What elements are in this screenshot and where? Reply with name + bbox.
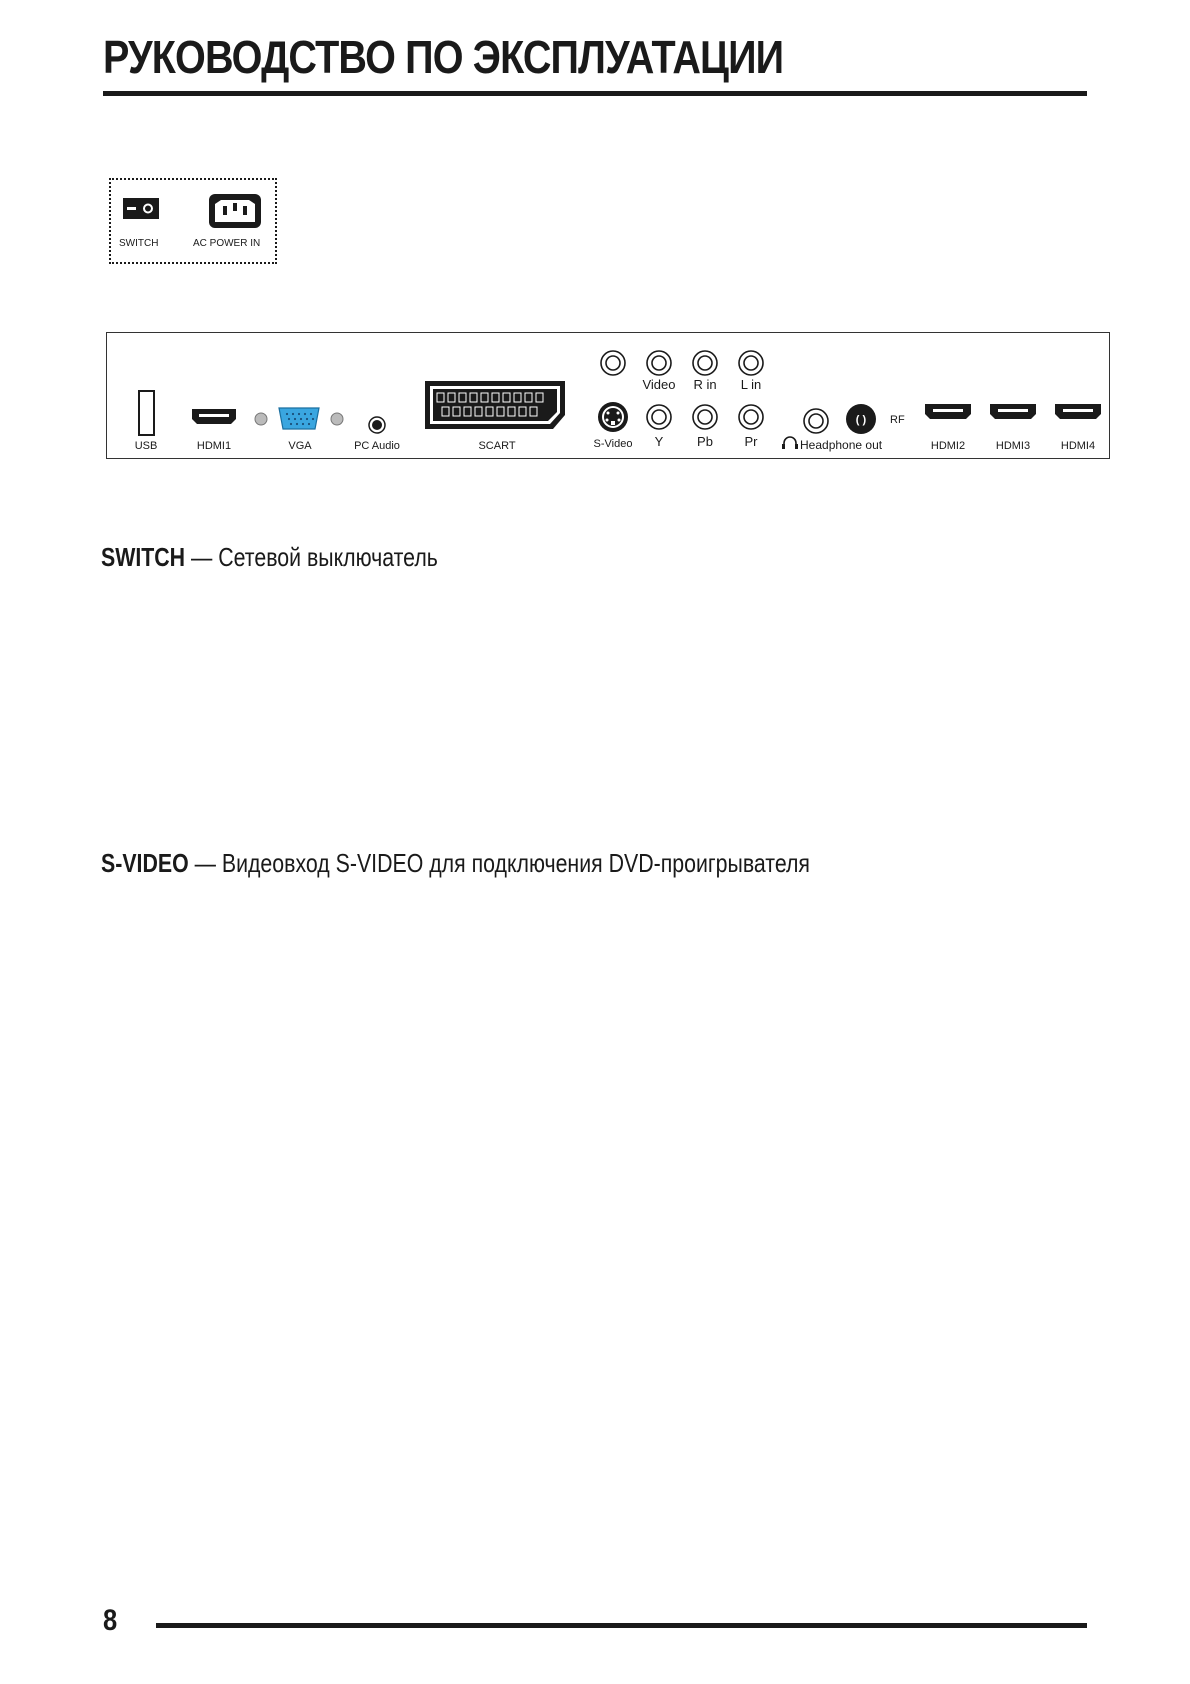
hdmi3-label: HDMI3 [995, 440, 1031, 452]
y-label: Y [654, 434, 664, 449]
pc-audio-label: PC Audio [354, 440, 400, 452]
pr-label: Pr [744, 434, 758, 449]
headphone-icon-left [782, 444, 785, 449]
svg-text:( ): ( ) [855, 414, 867, 426]
headphone-icon [784, 437, 796, 449]
connector-panel [106, 332, 1110, 459]
s-video-port-icon [598, 402, 628, 432]
switch-icon [123, 198, 159, 219]
pb-label: Pb [697, 434, 713, 449]
scart-port-icon [425, 381, 565, 429]
component-jacks [647, 405, 763, 429]
hdmi2-port-icon [925, 404, 971, 419]
usb-port-icon [139, 391, 154, 435]
ac-power-label: AC POWER IN [193, 238, 261, 249]
headphone-label: Headphone out [800, 438, 883, 452]
pc-audio-jack-icon [369, 417, 385, 433]
hdmi4-port-icon [1055, 404, 1101, 419]
usb-label: USB [134, 440, 158, 452]
top-rca-jacks [601, 351, 763, 375]
description-term: S-VIDEO [101, 848, 189, 878]
switch-label: SWITCH [119, 238, 159, 249]
s-video-label: S-Video [593, 438, 633, 450]
l-in-label: L in [740, 377, 762, 392]
r-in-label: R in [693, 377, 717, 392]
headphone-jack-icon [804, 409, 828, 433]
ac-power-socket-icon [209, 194, 261, 228]
hdmi3-port-icon [990, 404, 1036, 419]
description-dash: — [185, 542, 219, 572]
rf-antenna-port-icon [846, 404, 876, 434]
connector-panel-drawing [107, 333, 1108, 457]
page-number: 8 [103, 1604, 118, 1637]
description-switch [101, 542, 438, 573]
description-s-video [101, 848, 810, 879]
description-term: SWITCH [101, 542, 186, 572]
power-panel-drawing [111, 180, 275, 262]
hdmi1-label: HDMI1 [196, 440, 232, 452]
hdmi4-label: HDMI4 [1060, 440, 1096, 452]
vga-port-icon [255, 408, 343, 429]
hdmi2-label: HDMI2 [930, 440, 966, 452]
header-rule [103, 91, 1087, 96]
page-title: РУКОВОДСТВО ПО ЭКСПЛУАТАЦИИ [103, 31, 784, 83]
hdmi1-port-icon [192, 409, 236, 424]
video-label: Video [642, 377, 676, 392]
rf-label: RF [890, 414, 905, 426]
scart-label: SCART [478, 440, 516, 452]
footer-rule [156, 1623, 1087, 1628]
description-text: Сетевой выключатель [218, 542, 438, 572]
headphone-icon-right [795, 444, 798, 449]
description-dash: — [188, 848, 222, 878]
vga-label: VGA [288, 440, 312, 452]
description-text: Видеовход S-VIDEO для подключения DVD-проигрывателя [221, 848, 810, 878]
power-panel [109, 178, 277, 264]
